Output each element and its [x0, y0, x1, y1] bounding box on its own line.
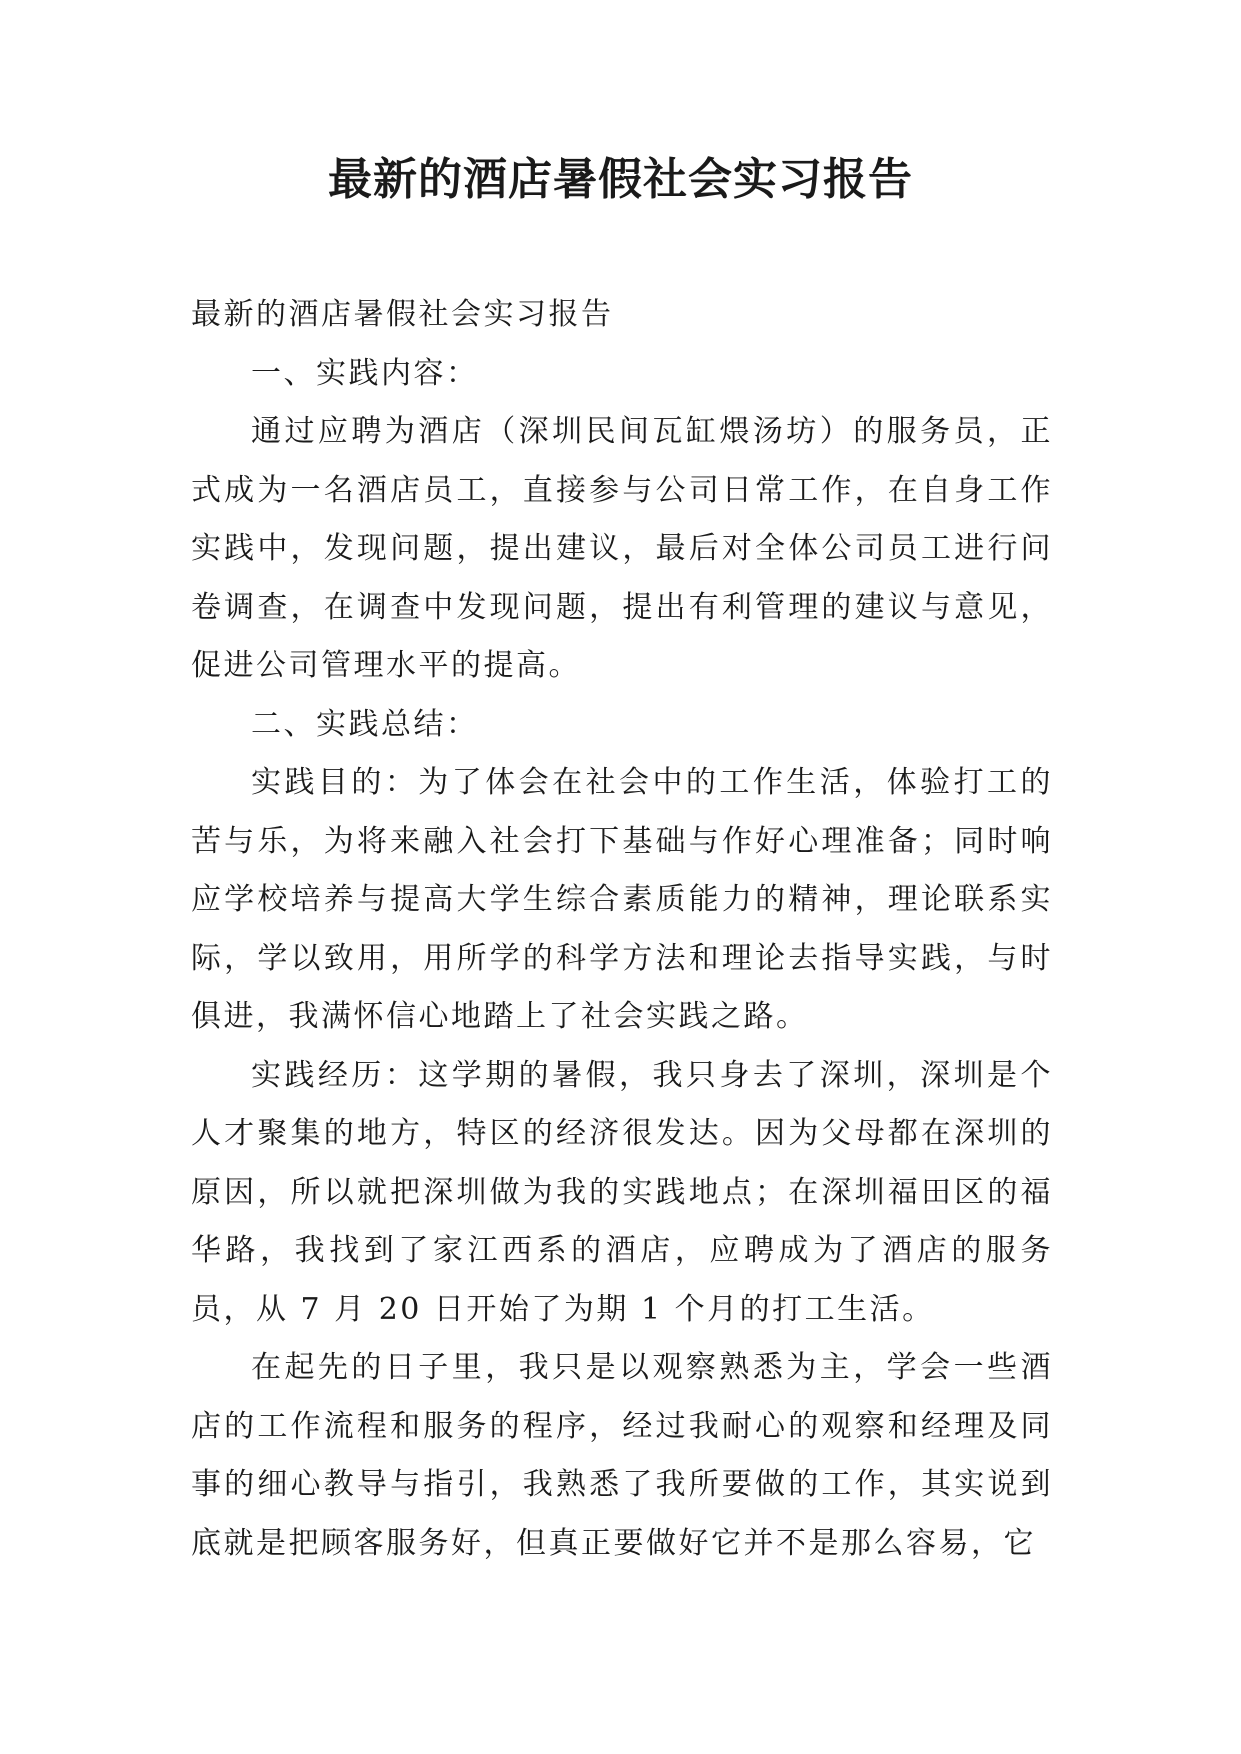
section-heading-practice-summary: 二、实践总结： [251, 706, 479, 742]
section-heading-practice-content: 一、实践内容： [251, 355, 479, 391]
body-heading: 最新的酒店暑假社会实习报告 [191, 297, 614, 332]
document-title: 最新的酒店暑假社会实习报告 [328, 154, 913, 205]
paragraph-practice-purpose: 实践目的：为了体会在社会中的工作生活，体验打工的苦与乐，为将来融入社会打下基础与作好心理准备；同时响应学校培养与提高大学生综合素质能力的精神，理论联系实际，学以致用，用所学的科学方法和理论去指导实践，与时俱进，我满怀信心地踏上了社会实践之路。 [191, 765, 1053, 1034]
paragraph-practice-experience: 实践经历：这学期的暑假，我只身去了深圳，深圳是个人才聚集的地方，特区的经济很发达。因为父母都在深圳的原因，所以就把深圳做为我的实践地点；在深圳福田区的福华路，我找到了家江西系的酒店，应聘成为了酒店的服务员，从 7 月 20 日开始了为期 1 个月的打工生活。 [191, 1057, 1053, 1327]
paragraph-practice-content: 通过应聘为酒店（深圳民间瓦缸煨汤坊）的服务员，正式成为一名酒店员工，直接参与公司日常工作，在自身工作实践中，发现问题，提出建议，最后对全体公司员工进行问卷调查，在调查中发现问题，提出有利管理的建议与意见，促进公司管理水平的提高。 [191, 414, 1053, 683]
document-body [191, 286, 1053, 1573]
paragraph-early-days: 在起先的日子里，我只是以观察熟悉为主，学会一些酒店的工作流程和服务的程序，经过我耐心的观察和经理及同事的细心教导与指引，我熟悉了我所要做的工作，其实说到底就是把顾客服务好，但真正要做好它并不是那么容易，它 [191, 1350, 1053, 1561]
